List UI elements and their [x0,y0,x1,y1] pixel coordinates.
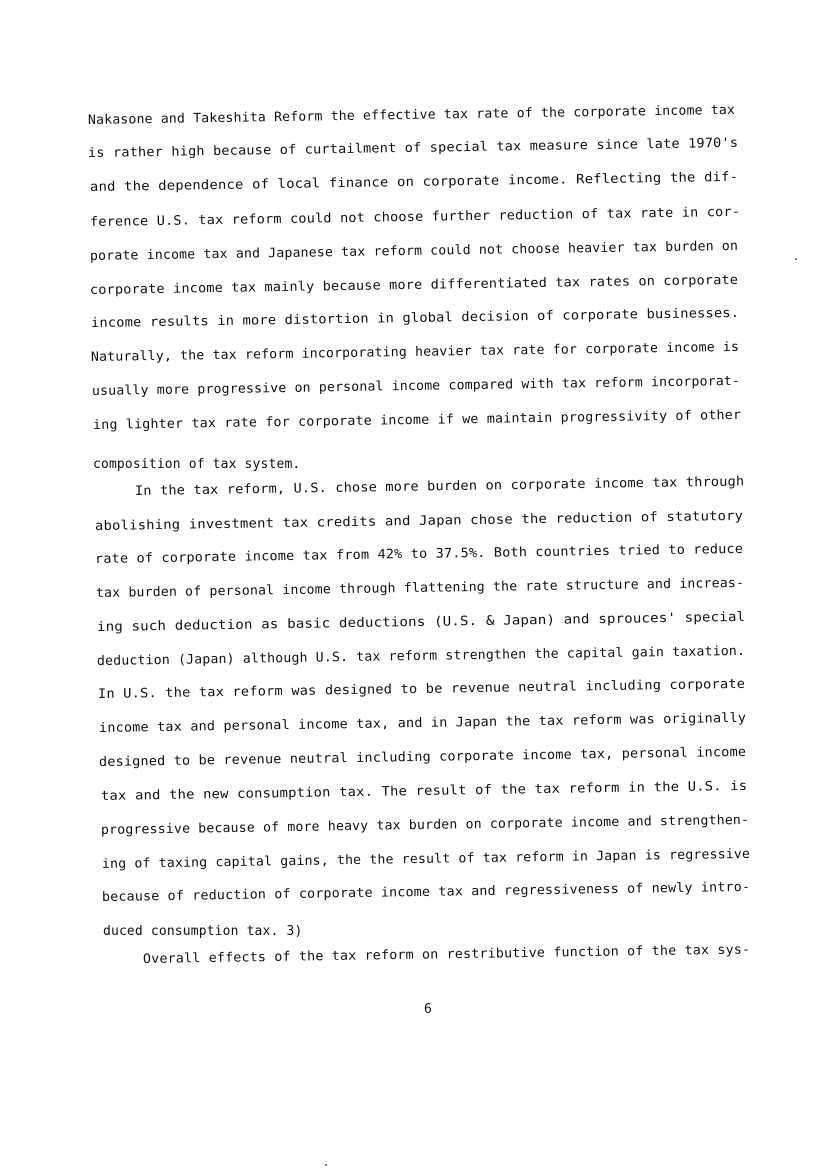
text-line: In U.S. the tax reform was designed to be revenue neutral including corporate [97,676,746,702]
text-line: corporate income tax mainly because more differentiated tax rates on corporate [89,272,739,298]
text-line: Overall effects of the tax reform on restributive function of the tax sys- [142,942,751,967]
text-line: usually more progressive on personal income compared with tax reform incorporat- [91,373,741,399]
text-line: rate of corporate income tax from 42% to 37.5%. Both countries tried to reduce [94,541,744,567]
text-line: designed to be revenue neutral including corporate income tax, personal income [98,744,747,770]
text-line: Naturally, the tax reform incorporating heavier tax rate for corporate income is [90,339,740,365]
text-line: ing such deduction as basic deductions (U.S. & Japan) and sprouces' special [96,609,746,635]
text-line: is rather high because of curtailment of special tax measure since late 1970's [87,135,739,161]
text-line: In the tax reform, U.S. chose more burden on corporate income tax through [134,474,745,499]
text-line: tax and the new consumption tax. The result of the tax reform in the U.S. is [100,778,748,804]
scan-speck [795,258,797,260]
text-line: tax burden of personal income through flattening the rate structure and increas- [95,575,745,601]
text-line: ing of taxing capital gains, the the result of tax reform in Japan is regressive [101,846,751,872]
text-line: duced consumption tax. 3) [103,924,303,939]
text-line: ference U.S. tax reform could not choose further reduction of tax rate in cor- [89,204,741,230]
text-line: composition of tax system. [93,457,301,472]
text-line: and the dependence of local finance on corporate income. Reflecting the dif- [89,169,739,195]
text-line: because of reduction of corporate income tax and regressiveness of newly intro- [101,879,751,905]
text-line: ing lighter tax rate for corporate income if we maintain progressivity of other [92,407,742,433]
text-line: abolishing investment tax credits and Japan chose the reduction of statutory [94,508,744,534]
page-number: 6 [424,1002,432,1017]
scan-speck [325,1164,327,1166]
text-line: Nakasone and Takeshita Reform the effective tax rate of the corporate income tax [87,102,736,128]
text-line: progressive because of more heavy tax burden on corporate income and strengthen- [100,812,750,838]
text-line: deduction (Japan) although U.S. tax reform strengthen the capital gain taxation. [96,643,746,669]
text-line: income results in more distortion in global decision of corporate businesses. [90,305,740,331]
text-line: income tax and personal income tax, and in Japan the tax reform was originally [98,710,747,736]
text-line: porate income tax and Japanese tax reform could not choose heavier tax burden on [89,238,739,264]
